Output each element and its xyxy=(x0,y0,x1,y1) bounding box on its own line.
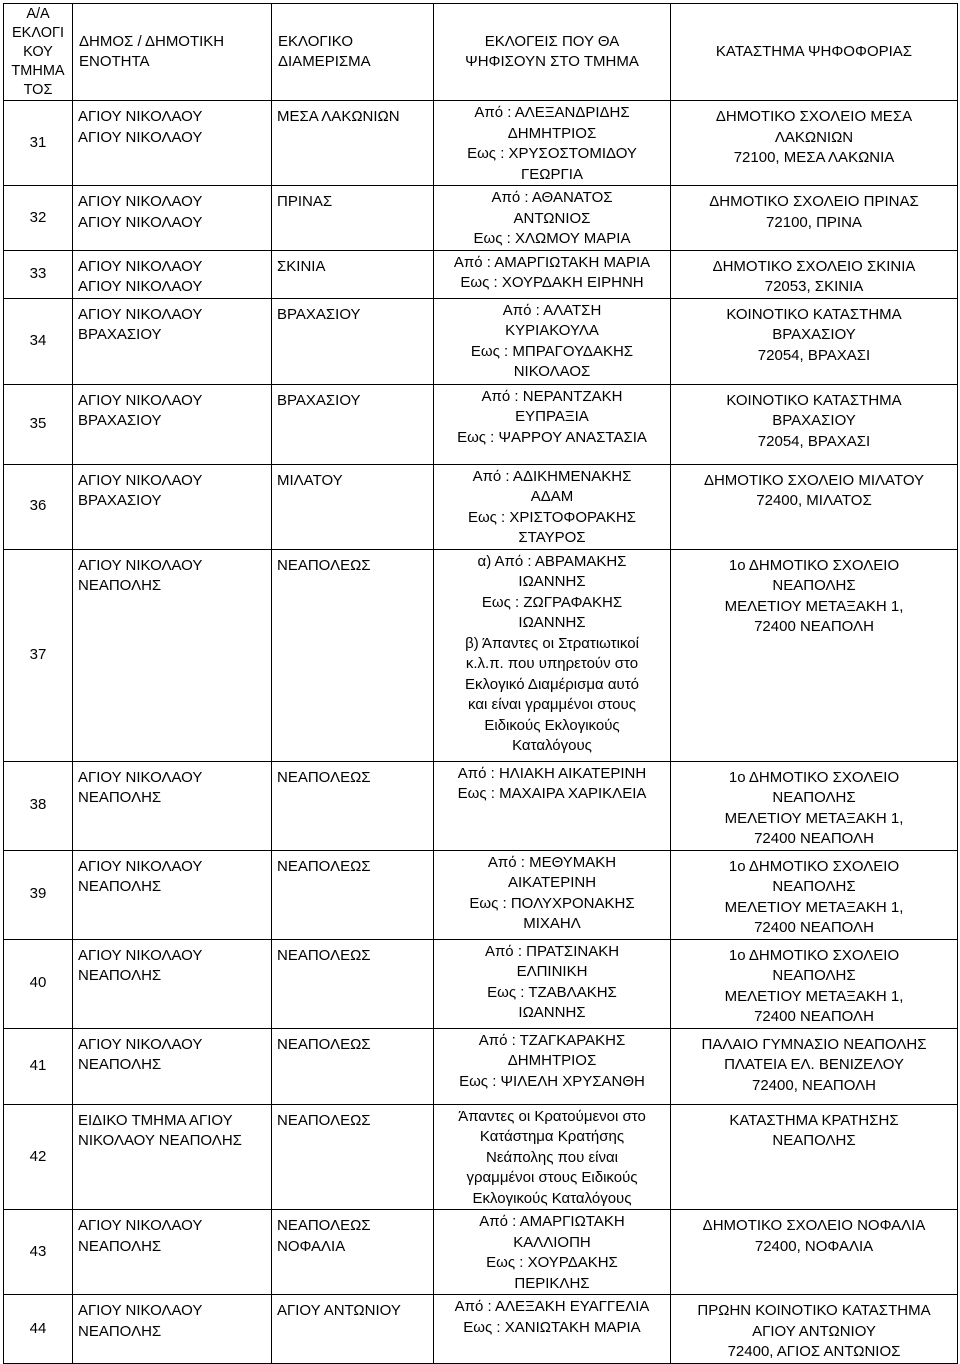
voters-range-cell: Από : ΠΡΑΤΣΙΝΑΚΗ ΕΛΠΙΝΙΚΗ Εως : ΤΖΑΒΛΑΚΗΣ ΙΩΑΝΝΗΣ xyxy=(434,939,671,1028)
voters-range-cell: Από : ΑΛΕΞΑΚΗ ΕΥΑΓΓΕΛΙΑ Εως : ΧΑΝΙΩΤΑΚΗ ΜΑΡΙΑ xyxy=(434,1295,671,1364)
district-cell: ΜΙΛΑΤΟΥ xyxy=(272,464,434,549)
voters-range-cell: Από : ΑΛΕΞΑΝΔΡΙΔΗΣ ΔΗΜΗΤΡΙΟΣ Εως : ΧΡΥΣΟΣΤΟΜΙΔΟΥ ΓΕΩΡΓΙΑ xyxy=(434,101,671,186)
polling-station-cell: ΚΟΙΝΟΤΙΚΟ ΚΑΤΑΣΤΗΜΑ ΒΡΑΧΑΣΙΟΥ 72054, ΒΡΑΧΑΣΙ xyxy=(671,384,958,464)
section-number-cell: 38 xyxy=(4,761,73,850)
municipality-cell: ΑΓΙΟΥ ΝΙΚΟΛΑΟΥ ΝΕΑΠΟΛΗΣ xyxy=(73,761,272,850)
district-cell: ΝΕΑΠΟΛΕΩΣ xyxy=(272,1104,434,1210)
municipality-cell: ΑΓΙΟΥ ΝΙΚΟΛΑΟΥ ΒΡΑΧΑΣΙΟΥ xyxy=(73,384,272,464)
voters-range-cell: Από : ΗΛΙΑΚΗ ΑΙΚΑΤΕΡΙΝΗ Εως : ΜΑΧΑΙΡΑ ΧΑΡΙΚΛΕΙΑ xyxy=(434,761,671,850)
polling-station-cell: ΔΗΜΟΤΙΚΟ ΣΧΟΛΕΙΟ ΝΟΦΑΛΙΑ 72400, ΝΟΦΑΛΙΑ xyxy=(671,1210,958,1295)
voters-range-cell: Άπαντες οι Κρατούμενοι στο Κατάστημα Κρατήσης Νεάπολης που είναι γραμμένοι στους Ειδικούς Εκλογικούς Καταλόγους xyxy=(434,1104,671,1210)
section-number-cell: 39 xyxy=(4,850,73,939)
municipality-cell: ΑΓΙΟΥ ΝΙΚΟΛΑΟΥ ΝΕΑΠΟΛΗΣ xyxy=(73,549,272,761)
voters-range-cell: Από : ΑΔΙΚΗΜΕΝΑΚΗΣ ΑΔΑΜ Εως : ΧΡΙΣΤΟΦΟΡΑΚΗΣ ΣΤΑΥΡΟΣ xyxy=(434,464,671,549)
polling-station-cell: ΔΗΜΟΤΙΚΟ ΣΧΟΛΕΙΟ ΜΕΣΑ ΛΑΚΩΝΙΩΝ 72100, ΜΕΣΑ ΛΑΚΩΝΙΑ xyxy=(671,101,958,186)
section-number-cell: 41 xyxy=(4,1028,73,1104)
table-row xyxy=(4,1210,958,1295)
section-number-cell: 34 xyxy=(4,298,73,384)
municipality-cell: ΑΓΙΟΥ ΝΙΚΟΛΑΟΥ ΒΡΑΧΑΣΙΟΥ xyxy=(73,464,272,549)
voters-range-cell: Από : ΑΘΑΝΑΤΟΣ ΑΝΤΩΝΙΟΣ Εως : ΧΛΩΜΟΥ ΜΑΡΙΑ xyxy=(434,186,671,251)
polling-station-cell: 1ο ΔΗΜΟΤΙΚΟ ΣΧΟΛΕΙΟ ΝΕΑΠΟΛΗΣ ΜΕΛΕΤΙΟΥ ΜΕΤΑΞΑΚΗ 1, 72400 ΝΕΑΠΟΛΗ xyxy=(671,761,958,850)
polling-station-cell: 1ο ΔΗΜΟΤΙΚΟ ΣΧΟΛΕΙΟ ΝΕΑΠΟΛΗΣ ΜΕΛΕΤΙΟΥ ΜΕΤΑΞΑΚΗ 1, 72400 ΝΕΑΠΟΛΗ xyxy=(671,850,958,939)
municipality-cell: ΑΓΙΟΥ ΝΙΚΟΛΑΟΥ ΒΡΑΧΑΣΙΟΥ xyxy=(73,298,272,384)
header-voters: ΕΚΛΟΓΕΙΣ ΠΟΥ ΘΑ ΨΗΦΙΣΟΥΝ ΣΤΟ ΤΜΗΜΑ xyxy=(434,4,671,101)
header-section-no: Α/Α ΕΚΛΟΓΙ ΚΟΥ ΤΜΗΜΑ ΤΟΣ xyxy=(4,4,73,101)
district-cell: ΝΕΑΠΟΛΕΩΣ xyxy=(272,850,434,939)
municipality-cell: ΑΓΙΟΥ ΝΙΚΟΛΑΟΥ ΝΕΑΠΟΛΗΣ xyxy=(73,1295,272,1364)
table-row xyxy=(4,298,958,384)
voters-range-cell: Από : ΜΕΘΥΜΑΚΗ ΑΙΚΑΤΕΡΙΝΗ Εως : ΠΟΛΥΧΡΟΝΑΚΗΣ ΜΙΧΑΗΛ xyxy=(434,850,671,939)
municipality-cell: ΑΓΙΟΥ ΝΙΚΟΛΑΟΥ ΑΓΙΟΥ ΝΙΚΟΛΑΟΥ xyxy=(73,101,272,186)
section-number-cell: 40 xyxy=(4,939,73,1028)
district-cell: ΑΓΙΟΥ ΑΝΤΩΝΙΟΥ xyxy=(272,1295,434,1364)
municipality-cell: ΑΓΙΟΥ ΝΙΚΟΛΑΟΥ ΝΕΑΠΟΛΗΣ xyxy=(73,1210,272,1295)
district-cell: ΝΕΑΠΟΛΕΩΣ xyxy=(272,761,434,850)
district-cell: ΜΕΣΑ ΛΑΚΩΝΙΩΝ xyxy=(272,101,434,186)
voters-range-cell: Από : ΤΖΑΓΚΑΡΑΚΗΣ ΔΗΜΗΤΡΙΟΣ Εως : ΨΙΛΕΛΗ ΧΡΥΣΑΝΘΗ xyxy=(434,1028,671,1104)
table-row xyxy=(4,1295,958,1364)
table-row xyxy=(4,101,958,186)
polling-station-cell: ΔΗΜΟΤΙΚΟ ΣΧΟΛΕΙΟ ΜΙΛΑΤΟΥ 72400, ΜΙΛΑΤΟΣ xyxy=(671,464,958,549)
section-number-cell: 44 xyxy=(4,1295,73,1364)
municipality-cell: ΑΓΙΟΥ ΝΙΚΟΛΑΟΥ ΝΕΑΠΟΛΗΣ xyxy=(73,939,272,1028)
polling-station-cell: ΚΟΙΝΟΤΙΚΟ ΚΑΤΑΣΤΗΜΑ ΒΡΑΧΑΣΙΟΥ 72054, ΒΡΑΧΑΣΙ xyxy=(671,298,958,384)
municipality-cell: ΕΙΔΙΚΟ ΤΜΗΜΑ ΑΓΙΟΥ ΝΙΚΟΛΑΟΥ ΝΕΑΠΟΛΗΣ xyxy=(73,1104,272,1210)
voters-range-cell: Από : ΝΕΡΑΝΤΖΑΚΗ ΕΥΠΡΑΞΙΑ Εως : ΨΑΡΡΟΥ ΑΝΑΣΤΑΣΙΑ xyxy=(434,384,671,464)
polling-station-cell: ΠΑΛΑΙΟ ΓΥΜΝΑΣΙΟ ΝΕΑΠΟΛΗΣ ΠΛΑΤΕΙΑ ΕΛ. ΒΕΝΙΖΕΛΟΥ 72400, ΝΕΑΠΟΛΗ xyxy=(671,1028,958,1104)
district-cell: ΒΡΑΧΑΣΙΟΥ xyxy=(272,298,434,384)
section-number-cell: 32 xyxy=(4,186,73,251)
header-row xyxy=(4,4,958,101)
district-cell: ΒΡΑΧΑΣΙΟΥ xyxy=(272,384,434,464)
table-row xyxy=(4,850,958,939)
polling-station-cell: 1ο ΔΗΜΟΤΙΚΟ ΣΧΟΛΕΙΟ ΝΕΑΠΟΛΗΣ ΜΕΛΕΤΙΟΥ ΜΕΤΑΞΑΚΗ 1, 72400 ΝΕΑΠΟΛΗ xyxy=(671,549,958,761)
header-district: ΕΚΛΟΓΙΚΟ ΔΙΑΜΕΡΙΣΜΑ xyxy=(272,4,434,101)
table-row xyxy=(4,384,958,464)
district-cell: ΝΕΑΠΟΛΕΩΣ ΝΟΦΑΛΙΑ xyxy=(272,1210,434,1295)
district-cell: ΝΕΑΠΟΛΕΩΣ xyxy=(272,1028,434,1104)
polling-station-cell: ΚΑΤΑΣΤΗΜΑ ΚΡΑΤΗΣΗΣ ΝΕΑΠΟΛΗΣ xyxy=(671,1104,958,1210)
section-number-cell: 37 xyxy=(4,549,73,761)
table-row xyxy=(4,761,958,850)
table-row xyxy=(4,186,958,251)
header-polling-station: ΚΑΤΑΣΤΗΜΑ ΨΗΦΟΦΟΡΙΑΣ xyxy=(671,4,958,101)
section-number-cell: 43 xyxy=(4,1210,73,1295)
section-number-cell: 35 xyxy=(4,384,73,464)
section-number-cell: 42 xyxy=(4,1104,73,1210)
district-cell: ΝΕΑΠΟΛΕΩΣ xyxy=(272,549,434,761)
table-row xyxy=(4,939,958,1028)
district-cell: ΝΕΑΠΟΛΕΩΣ xyxy=(272,939,434,1028)
municipality-cell: ΑΓΙΟΥ ΝΙΚΟΛΑΟΥ ΝΕΑΠΟΛΗΣ xyxy=(73,850,272,939)
polling-stations-table xyxy=(3,3,958,1364)
district-cell: ΠΡΙΝΑΣ xyxy=(272,186,434,251)
header-municipality: ΔΗΜΟΣ / ΔΗΜΟΤΙΚΗ ΕΝΟΤΗΤΑ xyxy=(73,4,272,101)
voters-range-cell: α) Από : ΑΒΡΑΜΑΚΗΣ ΙΩΑΝΝΗΣ Εως : ΖΩΓΡΑΦΑΚΗΣ ΙΩΑΝΝΗΣ β) Άπαντες οι Στρατιωτικοί κ.λ.π. που υπηρετούν στο Εκλογικό Διαμέρισμα αυτό και είναι γραμμένοι στους Ειδικούς Εκλογικούς Καταλόγους xyxy=(434,549,671,761)
section-number-cell: 33 xyxy=(4,250,73,298)
table-row xyxy=(4,1028,958,1104)
polling-station-cell: 1ο ΔΗΜΟΤΙΚΟ ΣΧΟΛΕΙΟ ΝΕΑΠΟΛΗΣ ΜΕΛΕΤΙΟΥ ΜΕΤΑΞΑΚΗ 1, 72400 ΝΕΑΠΟΛΗ xyxy=(671,939,958,1028)
polling-station-cell: ΔΗΜΟΤΙΚΟ ΣΧΟΛΕΙΟ ΣΚΙΝΙΑ 72053, ΣΚΙΝΙΑ xyxy=(671,250,958,298)
table-row xyxy=(4,1104,958,1210)
table-row xyxy=(4,549,958,761)
section-number-cell: 31 xyxy=(4,101,73,186)
district-cell: ΣΚΙΝΙΑ xyxy=(272,250,434,298)
section-number-cell: 36 xyxy=(4,464,73,549)
polling-station-cell: ΠΡΩΗΝ ΚΟΙΝΟΤΙΚΟ ΚΑΤΑΣΤΗΜΑ ΑΓΙΟΥ ΑΝΤΩΝΙΟΥ 72400, ΑΓΙΟΣ ΑΝΤΩΝΙΟΣ xyxy=(671,1295,958,1364)
table-row xyxy=(4,464,958,549)
polling-station-cell: ΔΗΜΟΤΙΚΟ ΣΧΟΛΕΙΟ ΠΡΙΝΑΣ 72100, ΠΡΙΝΑ xyxy=(671,186,958,251)
voters-range-cell: Από : ΑΜΑΡΓΙΩΤΑΚΗ ΚΑΛΛΙΟΠΗ Εως : ΧΟΥΡΔΑΚΗΣ ΠΕΡΙΚΛΗΣ xyxy=(434,1210,671,1295)
municipality-cell: ΑΓΙΟΥ ΝΙΚΟΛΑΟΥ ΝΕΑΠΟΛΗΣ xyxy=(73,1028,272,1104)
voters-range-cell: Από : ΑΜΑΡΓΙΩΤΑΚΗ ΜΑΡΙΑ Εως : ΧΟΥΡΔΑΚΗ ΕΙΡΗΝΗ xyxy=(434,250,671,298)
municipality-cell: ΑΓΙΟΥ ΝΙΚΟΛΑΟΥ ΑΓΙΟΥ ΝΙΚΟΛΑΟΥ xyxy=(73,250,272,298)
voters-range-cell: Από : ΑΛΑΤΣΗ ΚΥΡΙΑΚΟΥΛΑ Εως : ΜΠΡΑΓΟΥΔΑΚΗΣ ΝΙΚΟΛΑΟΣ xyxy=(434,298,671,384)
municipality-cell: ΑΓΙΟΥ ΝΙΚΟΛΑΟΥ ΑΓΙΟΥ ΝΙΚΟΛΑΟΥ xyxy=(73,186,272,251)
table-row xyxy=(4,250,958,298)
